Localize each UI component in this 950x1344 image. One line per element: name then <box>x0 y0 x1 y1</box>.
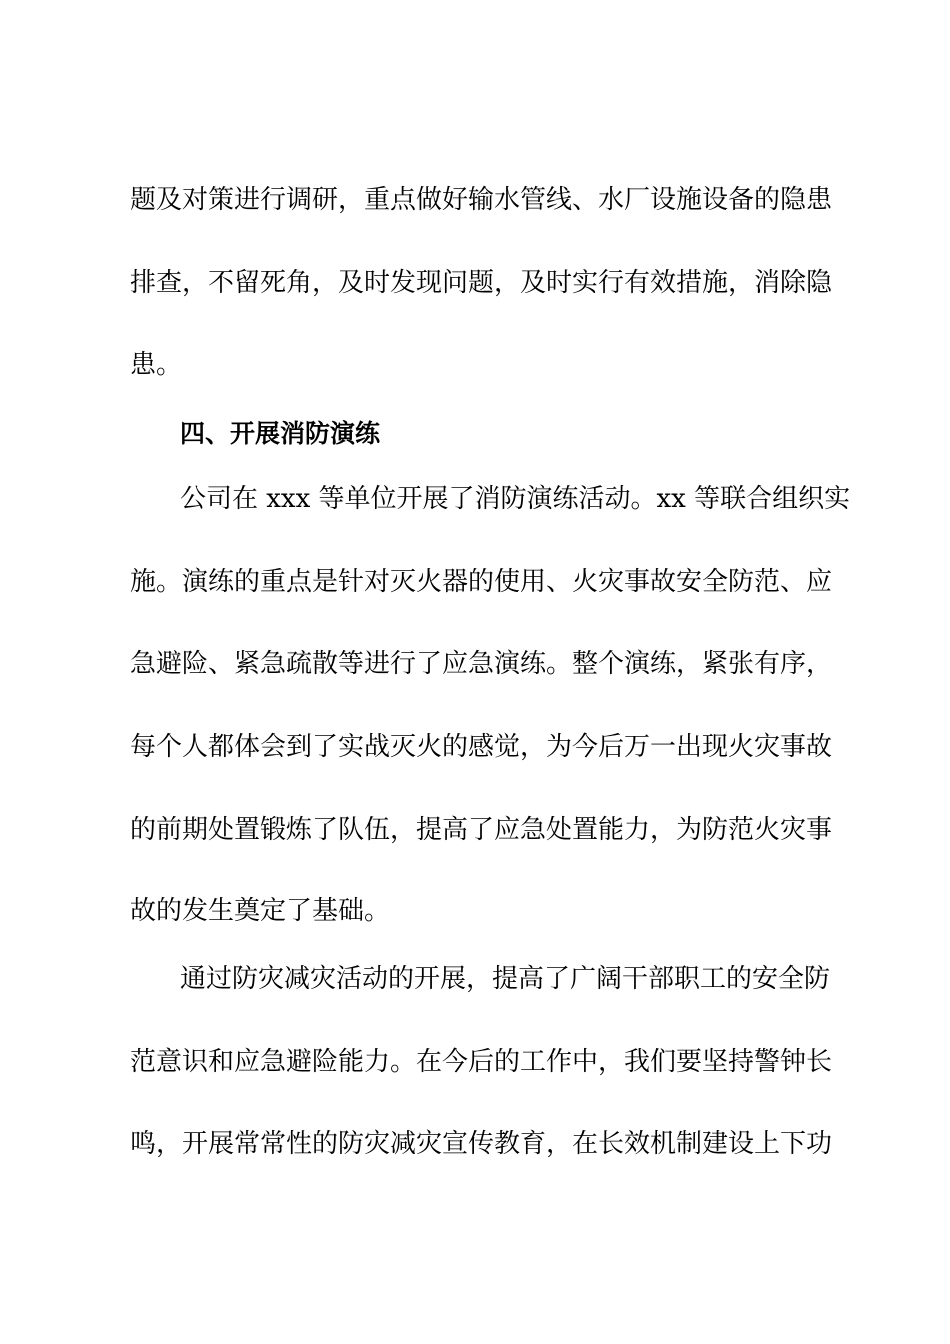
paragraph-line: 范意识和应急避险能力。在今后的工作中，我们要坚持警钟长 <box>130 1047 833 1077</box>
paragraph-line: 每个人都体会到了实战灭火的感觉，为今后万一出现火灾事故 <box>130 732 833 762</box>
paragraph-line: 故的发生奠定了基础。 <box>130 896 391 926</box>
paragraph-line: 通过防灾减灾活动的开展，提高了广阔干部职工的安全防 <box>180 964 831 994</box>
paragraph-line: 鸣，开展常常性的防灾减灾宣传教育，在长效机制建设上下功 <box>130 1129 833 1159</box>
paragraph-line: 公司在 xxx 等单位开展了消防演练活动。xx 等联合组织实 <box>180 484 851 514</box>
paragraph-line: 排查，不留死角，及时发现问题，及时实行有效措施，消除隐 <box>130 268 833 298</box>
paragraph-line: 急避险、紧急疏散等进行了应急演练。整个演练，紧张有序， <box>130 649 833 679</box>
section-heading: 四、开展消防演练 <box>180 419 381 448</box>
paragraph-line: 患。 <box>130 350 183 380</box>
paragraph-line: 题及对策进行调研，重点做好输水管线、水厂设施设备的隐患 <box>130 185 833 215</box>
paragraph-line: 施。演练的重点是针对灭火器的使用、火灾事故安全防范、应 <box>130 567 833 597</box>
paragraph-line: 的前期处置锻炼了队伍，提高了应急处置能力，为防范火灾事 <box>130 815 833 845</box>
